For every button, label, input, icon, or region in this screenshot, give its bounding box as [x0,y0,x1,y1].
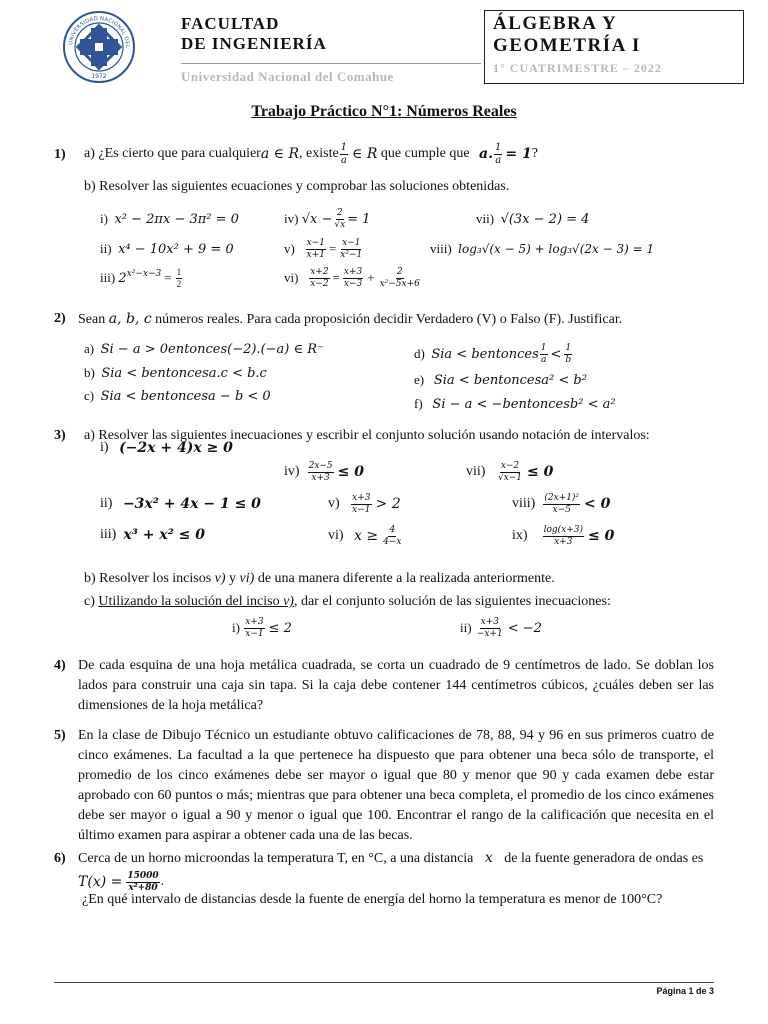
exercise-1b: b) Resolver las siguientes ecuaciones y comprobar las soluciones obtenidas. [84,179,510,194]
prop-2d: d) Sia < bentonces $\frac{1}{a}$ < $\frac{1}{b}$ [414,342,572,365]
eq-1b-vi: vi) $\frac{x+2}{x-2}$ = $\frac{x+3}{x-3}$ + $\frac{2}{\text{x²−5x+6}}$ [284,266,420,289]
logo-ring-text: UNIVERSIDAD NACIONAL DEL [68,15,131,49]
prop-2b: b) Sia < bentoncesa.c < b.c [84,365,267,381]
exercise-6-formula: T(x) = $\frac{15000}{\text{x²+80}}$ . [78,870,165,893]
ineq-3c-ii: ii) $\frac{x+3}{-x+1}$ < −2 [460,616,542,639]
ineq-3a-viii: viii) $\frac{\text{(2x+1)²}}{x-5}$ < 0 [512,492,611,515]
course-box [484,10,744,84]
eq-1b-vii: vii) √(3x − 2) = 4 [476,211,590,227]
prop-2e: e) Sia < bentoncesa² < b² [414,372,587,388]
faculty-line-1: FACULTAD [181,14,280,33]
exercise-3a: a) Resolver las siguientes inecuaciones y escribir el conjunto solución usando notación de intervalos: [84,428,650,443]
ineq-3a-ii: ii) −3x² + 4x − 1 ≤ 0 [100,496,261,512]
eq-1b-iv: iv) √x − $\frac{2}{√x}$ = 1 [284,207,371,230]
logo-seal-icon [62,10,136,84]
exercise-5-number: 5) [54,728,66,743]
header-divider [181,63,481,64]
prop-2c: c) Sia < bentoncesa − b < 0 [84,388,271,404]
exercise-3c: c) Utilizando la solución del inciso v), dar el conjunto solución de las siguientes inecuaciones: [84,594,611,609]
page-title: Trabajo Práctico N°1: Números Reales [251,103,517,120]
exercise-6-question: ¿En qué intervalo de distancias desde la fuente de energía del horno la temperatura es menor de 100°C? [82,892,663,907]
university-name: Universidad Nacional del Comahue [181,69,394,84]
exercise-4-number: 4) [54,658,66,673]
exercise-6-number: 6) [54,851,66,866]
ineq-3c-i: i) $\frac{x+3}{x-1}$ ≤ 2 [232,616,292,639]
exercise-3-number: 3) [54,428,66,443]
exercise-1a: a) ¿Es cierto que para cualquier a ∈ R , existe $\frac{1}{a}$ ∈ R que cumple que a. $\frac{1}{a}$ = 1 ? [84,141,538,166]
course-line-1: ÁLGEBRA Y [493,13,618,34]
ineq-3a-ix: ix) $\frac{\log(x+3)}{x+3}$ ≤ 0 [512,524,615,547]
prop-2a: a) Si − a > 0entonces(−2).(−a) ∈ R⁻ [84,341,324,357]
university-logo [62,10,136,84]
eq-1b-ii: ii) x⁴ − 10x² + 9 = 0 [100,241,234,257]
footer-rule [54,982,714,983]
exercise-2-number: 2) [54,311,66,326]
course-line-2: GEOMETRÍA I [493,35,641,56]
eq-1b-i: i) x² − 2πx − 3π² = 0 [100,211,239,227]
exercise-4-text: De cada esquina de una hoja metálica cuadrada, se corta un cuadrado de 9 centímetros de lado. Se doblan los lados para construir una caja sin tapa. Si la caja debe contener 144 centímetros cúbicos, ¿cuáles deben ser las dimensiones de la hoja metálica? [78,658,714,713]
ineq-3a-v: v) $\frac{x+3}{x-1}$ > 2 [328,492,401,515]
logo-year: 1972 [91,73,107,80]
exercise-6-line1: Cerca de un horno microondas la temperatura T, en °C, a una distancia x de la fuente generadora de ondas es [78,850,704,866]
ineq-3a-iv: iv) $\frac{2x-5}{x+3}$ ≤ 0 [284,460,364,483]
eq-1b-iii: iii) 2 $^{x^2-x-3}$ = $\frac{1}{2}$ [100,266,182,289]
eq-1b-v: v) $\frac{x-1}{x+1}$ = $\frac{x-1}{\text{x²−1}}$ [284,237,363,260]
term-label: 1° CUATRIMESTRE – 2022 [493,61,662,75]
exercise-1-number: 1) [54,147,66,162]
ineq-3a-vi: vi) x ≥ $\frac{4}{4-x}$ [328,524,402,547]
prop-2f: f) Si − a < −bentoncesb² < a² [414,396,616,412]
exercise-5-text: En la clase de Dibujo Técnico un estudiante obtuvo calificaciones de 78, 88, 94 y 96 en sus primeros cuatro de cinco exámenes. La facultad a la que pertenece ha dispuesto que para obtener una beca sólo de transporte, el promedio de los cinco exámenes debe ser mayor o igual que 80 y menor que 90 y cada examen debe estar aprobado con 60 puntos o más; mientras que para obtener una beca completa, el promedio de los cinco exámenes debe ser mayor o igual a 90 y menor o igual que 100. Encontrar el rango de la calificación que necesita en el último examen para aspirar a obtener cada una de las becas. [78,728,714,843]
eq-1b-viii: viii) log₃√(x − 5) + log₃√(2x − 3) = 1 [430,241,655,256]
ineq-3a-iii: iii) x³ + x² ≤ 0 [100,527,205,543]
page-number: Página 1 de 3 [656,986,714,996]
faculty-line-2: DE INGENIERÍA [181,34,327,53]
ineq-3a-vii: vii) $\frac{x-2}{√x-1}$ ≤ 0 [466,460,554,483]
exercise-3b: b) Resolver los incisos v) y vi) de una manera diferente a la realizada anteriormente. [84,571,555,586]
ineq-3a-i: i) (−2x + 4)x ≥ 0 [100,440,233,456]
exercise-2-intro: Sean a, b, c números reales. Para cada proposición decidir Verdadero (V) o Falso (F). Justificar. [78,311,623,327]
